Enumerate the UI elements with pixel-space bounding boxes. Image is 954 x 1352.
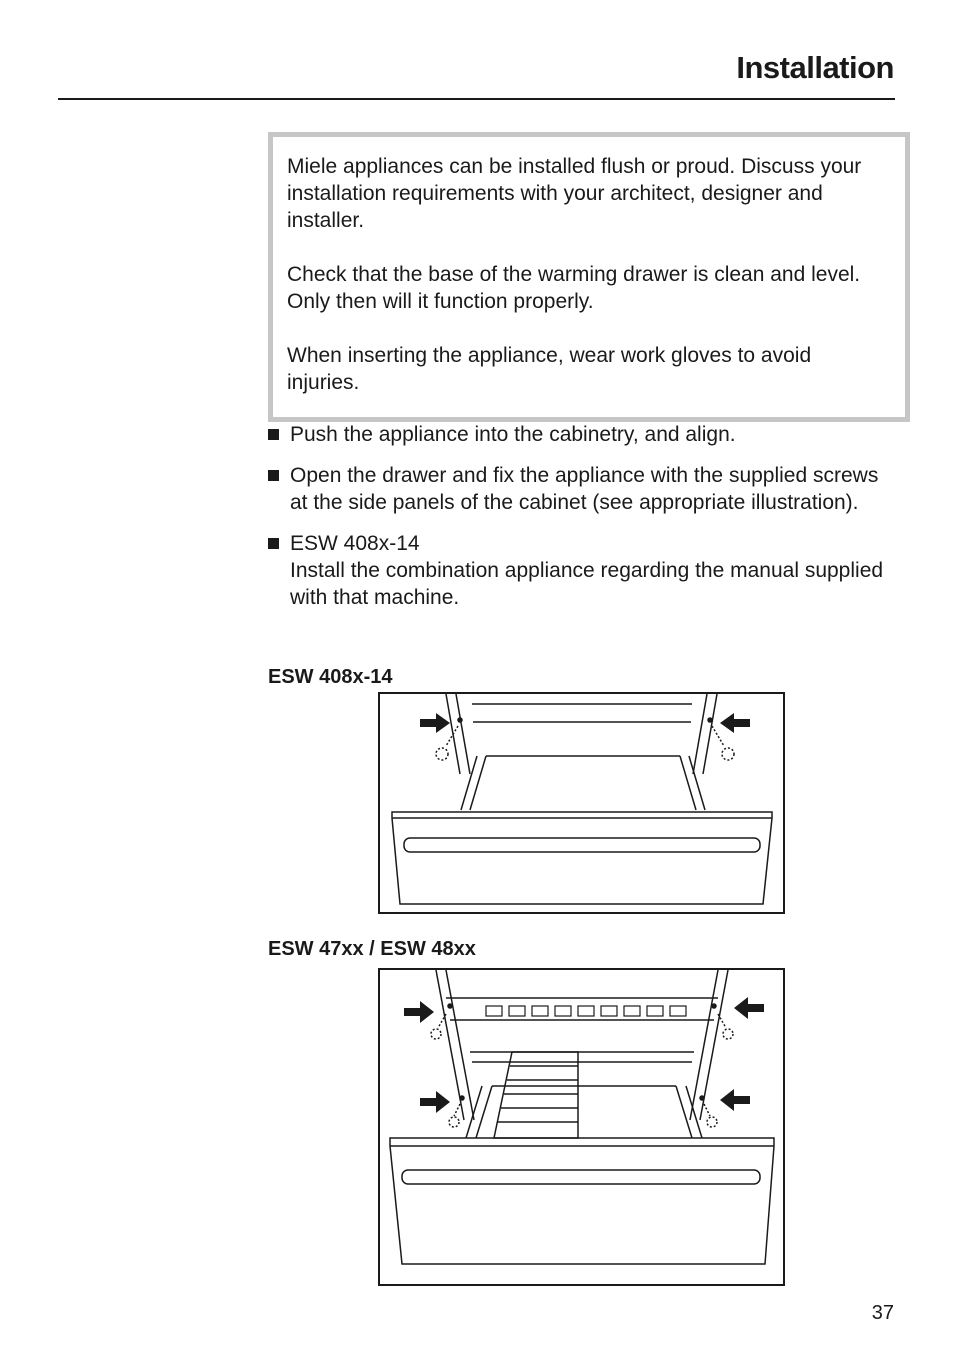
step-text: Open the drawer and fix the appliance with the supplied screws at the side panels of the cabinet (see appropriate illustration). bbox=[290, 464, 879, 514]
step-text: Push the appliance into the cabinetry, and align. bbox=[290, 423, 736, 446]
bullet-square-icon bbox=[268, 538, 279, 549]
title-divider bbox=[58, 98, 895, 100]
figure-esw47xx bbox=[378, 968, 785, 1286]
page-title: Installation bbox=[736, 50, 894, 85]
step-text: Install the combination appliance regarding the manual supplied with that machine. bbox=[290, 559, 884, 609]
note-box bbox=[268, 132, 910, 422]
instruction-list bbox=[268, 421, 888, 625]
step-heading: ESW 408x-14 bbox=[290, 532, 420, 555]
list-item bbox=[268, 421, 888, 448]
list-item bbox=[268, 530, 888, 611]
figure-caption-esw408: ESW 408x-14 bbox=[268, 666, 393, 688]
note-paragraph: Check that the base of the warming drawer is clean and level. Only then will it function properly. bbox=[287, 263, 861, 313]
list-item bbox=[268, 462, 888, 516]
page-number: 37 bbox=[871, 1302, 894, 1324]
note-paragraph: Miele appliances can be installed flush or proud. Discuss your installation requirements with your architect, designer and installer. bbox=[287, 155, 862, 232]
figure-caption-esw47xx: ESW 47xx / ESW 48xx bbox=[268, 938, 476, 960]
bullet-square-icon bbox=[268, 429, 279, 440]
note-paragraph: When inserting the appliance, wear work gloves to avoid injuries. bbox=[287, 344, 812, 394]
figure-esw408 bbox=[378, 692, 785, 914]
bullet-square-icon bbox=[268, 470, 279, 481]
drawer-illustration-esw47xx bbox=[380, 970, 783, 1284]
drawer-illustration-esw408 bbox=[380, 694, 783, 912]
